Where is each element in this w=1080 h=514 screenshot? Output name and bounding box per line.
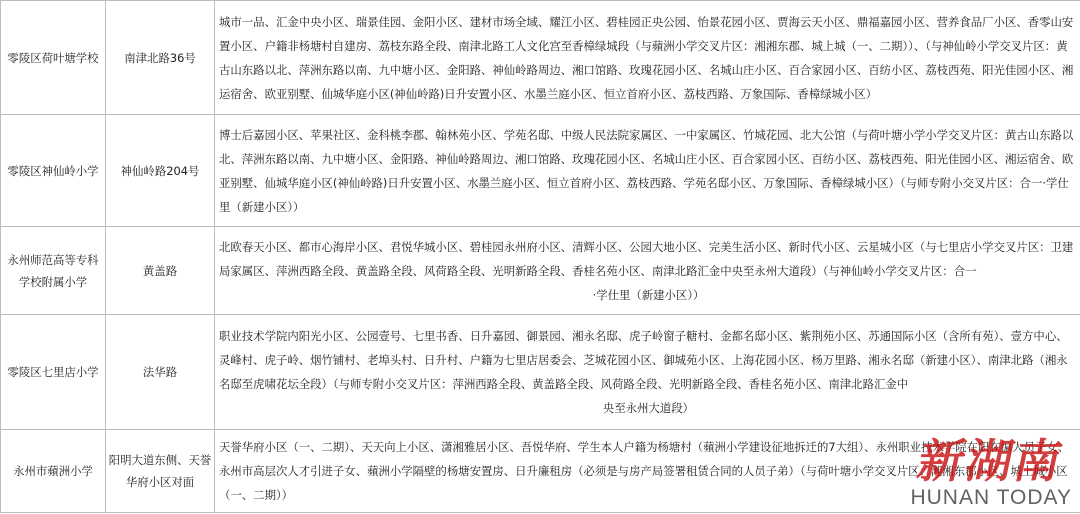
enrollment-area-tail: 央至永州大道段） — [602, 401, 695, 415]
enrollment-area: 天誉华府小区（一、二期）、天天向上小区、潇湘雅居小区、吾悦华府、学生本人户籍为杨塘村（蘋洲小学建设征地拆迁的7大组）、永州职业技术学院在职在编人员子女、永州市高层次人才引进子女、蘋洲小学隔壁的杨塘安置房、日升廉租房（必须是与房产局签署租赁合同的人员子弟）（与荷叶塘小学交叉片区：湘湘东郡小区、城上城小区（一、二期）） — [215, 430, 1080, 513]
table-row — [1, 227, 1080, 315]
school-name: 永州市蘋洲小学 — [1, 430, 106, 513]
enrollment-area: 城市一品、汇金中央小区、瑞景佳园、金阳小区、建材市场全域、耀江小区、碧桂园正央公园、怡景花园小区、贾海云天小区、鼎福嘉园小区、营养食品厂小区、香零山安置小区、户籍非杨塘村自建房、荔枝东路全段、南津北路工人文化宫至香樟绿城段（与蘋洲小学交叉片区：湘湘东郡、城上城（一、二期））、（与神仙岭小学交叉片区：黄古山东路以北、萍洲东路以南、九中塘小区、金阳路、神仙岭路周边、湘口馆路、玫瑰花园小区、名城山庄小区、百合家园小区、百纺小区、荔枝西苑、阳光佳园小区、湘运宿舍、欧亚别墅、仙城华庭小区(神仙岭路)日升安置小区、水墨兰庭小区、恒立首府小区、荔枝西路、万象国际、香樟绿城小区） — [215, 1, 1080, 115]
hunan-today-watermark — [910, 436, 1072, 510]
school-name: 永州师范高等专科学校附属小学 — [1, 227, 106, 315]
enrollment-area-tail: ·学仕里（新建小区）） — [592, 287, 705, 302]
school-address: 神仙岭路204号 — [106, 115, 215, 227]
school-name: 零陵区荷叶塘学校 — [1, 1, 106, 115]
table-row — [1, 1, 1080, 115]
school-name: 零陵区神仙岭小学 — [1, 115, 106, 227]
enrollment-area — [215, 315, 1080, 430]
watermark-logo-en: HUNAN TODAY — [910, 486, 1072, 509]
school-address: 法华路 — [106, 315, 215, 430]
school-address: 阳明大道东侧、天誉华府小区对面 — [106, 430, 215, 513]
watermark-logo-cn: 新湖南 — [913, 434, 1069, 488]
enrollment-area — [215, 227, 1080, 315]
table-row — [1, 315, 1080, 430]
enrollment-area-text: 职业技术学院内阳光小区、公园壹号、七里书香、日升嘉园、御景园、湘永名邸、虎子岭窗子糖村、金都名邸小区、紫荆苑小区、苏通国际小区（含所有苑）、壹方中心、灵峰村、虎子岭、烟竹铺村、老埠头村、日升村、户籍为七里店居委会、芝城花园小区、御城苑小区、上海花园小区、杨万里路、湘永名邸（新建小区）、南津北路（湘永名邸至虎啸花坛全段）（与师专附小交叉片区：萍洲西路全段、黄盖路全段、风荷路全段、光明新路全段、香桂名苑小区、南津北路汇金中 — [219, 329, 1068, 391]
table-row — [1, 115, 1080, 227]
enrollment-area: 博士后嘉园小区、苹果社区、金科桃李郡、翰林苑小区、学苑名邸、中级人民法院家属区、一中家属区、竹城花园、北大公馆（与荷叶塘小学小学交叉片区：黄古山东路以北、萍洲东路以南、九中塘小区、金阳路、神仙岭路周边、湘口馆路、玫瑰花园小区、名城山庄小区、百合家园小区、百纺小区、荔枝西苑、阳光佳园小区、湘运宿舍、欧亚别墅、仙城华庭小区(神仙岭路)日升安置小区、水墨兰庭小区、恒立首府小区、荔枝西路、学苑名邸小区、万象国际、香樟绿城小区）（与师专附小交叉片区：合一·学仕里（新建小区）） — [215, 115, 1080, 227]
school-address: 南津北路36号 — [106, 1, 215, 115]
enrollment-area-text: 北欧春天小区、都市心海岸小区、君悦华城小区、碧桂园永州府小区、清辉小区、公园大地小区、完美生活小区、新时代小区、云星城小区（与七里店小学交叉片区：卫建局家属区、萍洲西路全段、黄盖路全段、风荷路全段、光明新路全段、香桂名苑小区、南津北路汇金中央至永州大道段）（与神仙岭小学交叉片区：合一 — [219, 239, 1074, 278]
school-address: 黄盖路 — [106, 227, 215, 315]
school-name: 零陵区七里店小学 — [1, 315, 106, 430]
